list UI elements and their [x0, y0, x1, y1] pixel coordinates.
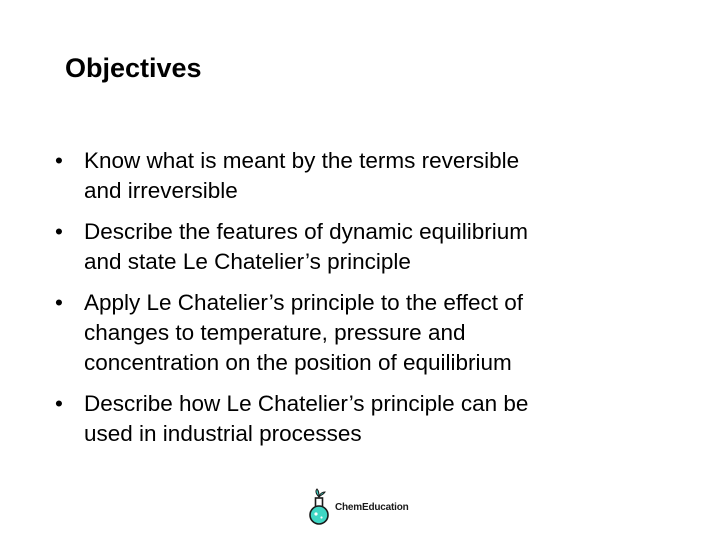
bullet-line: Describe how Le Chatelier’s principle can be	[84, 391, 529, 416]
flask-icon	[307, 488, 331, 526]
chemeducation-logo	[307, 487, 409, 527]
list-item	[55, 146, 695, 206]
bullet-line: Apply Le Chatelier’s principle to the effect of	[84, 290, 524, 315]
list-item	[55, 217, 695, 277]
bullet-marker: •	[55, 391, 63, 416]
bullet-line: Describe the features of dynamic equilibrium	[84, 219, 528, 244]
list-item	[55, 389, 695, 449]
bullet-marker: •	[55, 148, 63, 173]
logo-text: ChemEducation	[335, 501, 409, 513]
bullet-line: and state Le Chatelier’s principle	[84, 249, 411, 274]
objectives-list	[55, 146, 695, 460]
list-item	[55, 288, 695, 378]
bullet-marker: •	[55, 219, 63, 244]
bullet-line: Know what is meant by the terms reversible	[84, 148, 520, 173]
bullet-line: changes to temperature, pressure and	[84, 320, 466, 345]
bullet-line: and irreversible	[84, 178, 238, 203]
bullet-line: used in industrial processes	[84, 421, 362, 446]
bullet-line: concentration on the position of equilibrium	[84, 350, 512, 375]
slide-title: Objectives	[65, 53, 202, 83]
bullet-marker: •	[55, 290, 63, 315]
